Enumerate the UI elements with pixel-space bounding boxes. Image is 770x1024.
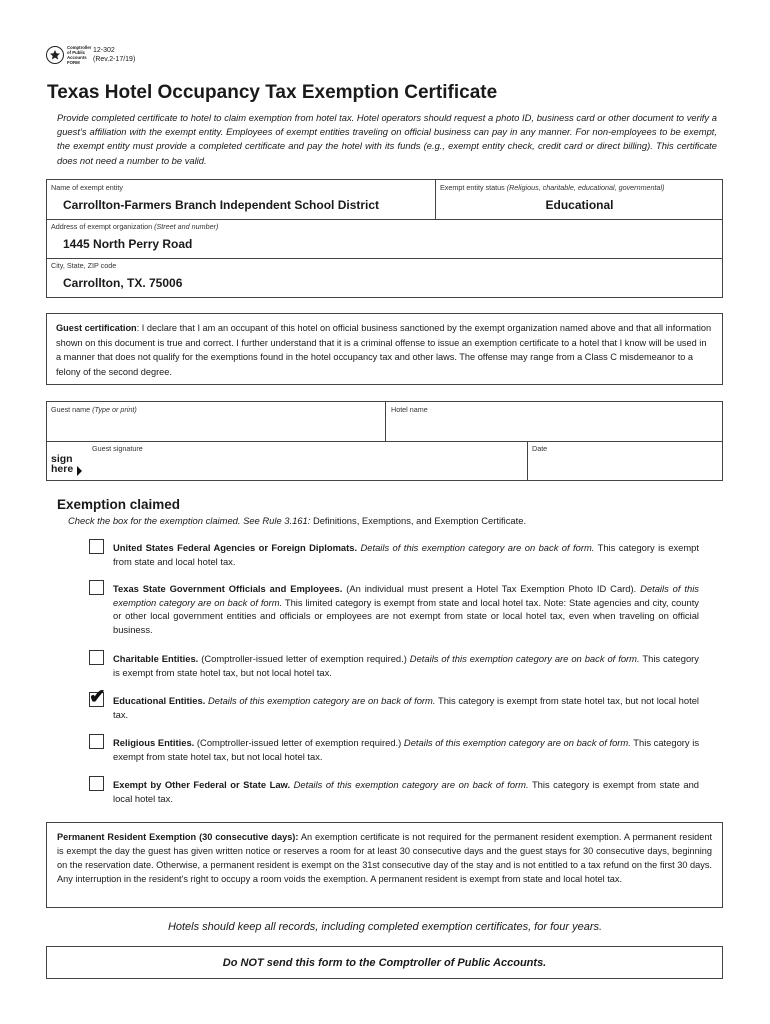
- form-meta: [93, 46, 135, 64]
- guest-certification: [46, 313, 723, 385]
- divider: [47, 441, 722, 442]
- exemption-requirement: (An individual must present a Hotel Tax Exemption Photo ID Card).: [342, 583, 637, 594]
- exemption-requirement: (Comptroller-issued letter of exemption required.): [194, 737, 402, 748]
- permanent-resident-text: An exemption certificate is not required for the permanent resident exemption. A permanent resident is exempt the day the guest has given written notice or reserves a room for at least 30 consecutive days and the guest stays for 30 consecutive days, beginning on the reservation date. Otherwise, a permanent resident is exempt on the 31st consecutive day of the stay and is not entitled to a tax refund on the first 30 days. Any interruption in the resident's right to occupy a room voids the exemption. A permanent resident is exempt from state and local hotel tax.: [57, 832, 712, 884]
- agency-line: Comptroller: [67, 45, 92, 50]
- entity-name-field[interactable]: Carrollton-Farmers Branch Independent School District: [63, 198, 380, 212]
- exemption-detail-italic: Details of this exemption category are on back of form.: [406, 653, 640, 664]
- exemption-description: [113, 694, 699, 721]
- federal-checkbox[interactable]: [89, 539, 104, 554]
- hotel-name-field[interactable]: [387, 416, 722, 440]
- agency-name: [67, 45, 92, 65]
- divider: [47, 219, 722, 220]
- sign-arrow-icon: [77, 466, 82, 476]
- address-label: [51, 222, 218, 231]
- entity-status-label: [440, 183, 665, 192]
- other-law-checkbox[interactable]: [89, 776, 104, 791]
- exemption-detail: This limited category is exempt from state and local hotel tax. Note: State agencies and city, county or other local government entities and officials or employees are not exempt from state or local hotel tax, even when traveling on official business.: [113, 596, 699, 635]
- exemption-description: [113, 778, 699, 805]
- guest-name-field[interactable]: [48, 416, 384, 440]
- address-label-text: Address of exempt organization: [51, 222, 153, 231]
- star-seal-icon: [46, 46, 64, 64]
- form-header: [46, 45, 135, 65]
- permanent-resident-lead: Permanent Resident Exemption (30 consecutive days):: [57, 832, 299, 842]
- exemption-requirement: (Comptroller-issued letter of exemption required.): [198, 653, 407, 664]
- divider: [527, 441, 528, 481]
- entity-name-label: Name of exempt entity: [51, 183, 123, 192]
- status-label-hint: (Religious, charitable, educational, governmental): [506, 183, 665, 192]
- city-state-zip-field[interactable]: Carrollton, TX. 75006: [63, 276, 183, 290]
- address-label-hint: (Street and number): [154, 222, 219, 231]
- exemption-detail: This category is exempt from state hotel tax, but not local hotel tax.: [113, 695, 699, 720]
- instructions-italic: Check the box for the exemption claimed. See Rule 3.161:: [68, 515, 313, 526]
- guest-name-label-hint: (Type or print): [92, 405, 137, 414]
- form-revision: (Rev.2-17/19): [93, 56, 136, 63]
- status-label-text: Exempt entity status: [440, 183, 505, 192]
- exemption-detail-italic: Details of this exemption category are on back of form.: [357, 542, 595, 553]
- hotel-name-label: Hotel name: [391, 405, 428, 414]
- guest-signature-label: Guest signature: [92, 444, 143, 453]
- exemption-detail-italic: Details of this exemption category are on back of form.: [113, 583, 699, 608]
- permanent-resident-notice: [46, 822, 723, 908]
- exemption-name: Religious Entities.: [113, 737, 195, 748]
- address-field[interactable]: 1445 North Perry Road: [63, 237, 193, 251]
- page-title: Texas Hotel Occupancy Tax Exemption Certificate: [47, 82, 498, 103]
- exemption-name: Exempt by Other Federal or State Law.: [113, 779, 291, 790]
- guest-name-label: [51, 405, 137, 414]
- guest-info-section: [46, 401, 723, 481]
- exemption-detail-italic: Details of this exemption category are on back of form.: [290, 779, 529, 790]
- date-label: Date: [532, 444, 548, 453]
- guest-signature-field[interactable]: [87, 454, 525, 480]
- guest-name-label-text: Guest name: [51, 405, 91, 414]
- agency-line: Accounts: [67, 55, 87, 60]
- instructions-plain: Definitions, Exemptions, and Exemption Certificate.: [312, 515, 527, 526]
- sign-here-marker: [51, 454, 73, 474]
- intro-instructions: Provide completed certificate to hotel to claim exemption from hotel tax. Hotel operators should request a photo ID, business card or other document to verify a guest’s affiliation with the exempt entity. Employees of exempt entities traveling on official business can pay in any manner. For non-employees to be exempt, the exempt entity must provide a completed certificate and pay the hotel with its funds (e.g., exempt entity check, credit card or direct billing). This certificate does not need a number to be valid.: [57, 112, 717, 166]
- exemption-detail: This category is exempt from state hotel tax, but not local hotel tax.: [113, 737, 700, 762]
- exemption-detail: This category is exempt from state and local hotel tax.: [113, 779, 699, 804]
- religious-checkbox[interactable]: [89, 734, 104, 749]
- records-retention-note: Hotels should keep all records, including completed exemption certificates, for four years.: [167, 921, 603, 933]
- sign-here-line: sign: [51, 453, 73, 465]
- educational-checkbox[interactable]: [89, 686, 106, 708]
- sign-here-line: here: [51, 463, 74, 475]
- exemption-description: [113, 541, 699, 568]
- charitable-checkbox[interactable]: [89, 650, 104, 665]
- exemption-name: Texas State Government Officials and Employees.: [113, 583, 343, 594]
- exemption-description: [113, 652, 699, 679]
- form-number: 12-302: [93, 47, 115, 54]
- exemption-name: Educational Entities.: [113, 695, 206, 706]
- guest-certification-lead: Guest certification: [56, 323, 137, 333]
- date-field[interactable]: [529, 454, 722, 480]
- agency-line: of Public: [67, 50, 86, 55]
- exemption-detail-italic: Details of this exemption category are on back of form.: [205, 695, 436, 706]
- exemption-section-title: Exemption claimed: [57, 497, 181, 512]
- agency-line: FORM: [67, 60, 80, 65]
- exemption-description: [113, 582, 699, 636]
- do-not-send-notice: Do NOT send this form to the Comptroller of Public Accounts.: [46, 946, 723, 979]
- city-state-zip-label: City, State, ZIP code: [51, 261, 117, 270]
- divider: [385, 402, 386, 441]
- exemption-section-instructions: [68, 515, 526, 526]
- check-mark-icon: ✔: [89, 686, 106, 708]
- entity-status-field[interactable]: Educational: [545, 198, 614, 212]
- exempt-entity-section: [46, 179, 723, 298]
- exemption-name: Charitable Entities.: [113, 653, 199, 664]
- divider: [47, 258, 722, 259]
- exemption-detail: This category is exempt from state and local hotel tax.: [113, 542, 700, 567]
- exemption-detail: This category is exempt from state hotel tax, but not local hotel tax.: [113, 653, 699, 678]
- guest-certification-text: : I declare that I am an occupant of this hotel on official business sanctioned by the exempt organization named above and that all information shown on this document is true and correct. I further understand that it is a criminal offense to issue an exemption certificate to a hotel that I know will be used in a manner that does not qualify for the exemptions found in the hotel occupancy tax and other laws. The offense may range from a Class C misdemeanor to a felony of the second degree.: [56, 323, 712, 377]
- exemption-detail-italic: Details of this exemption category are on back of form.: [401, 737, 631, 748]
- texas-state-checkbox[interactable]: [89, 580, 104, 595]
- exemption-name: United States Federal Agencies or Foreign Diplomats.: [113, 542, 358, 553]
- exemption-description: [113, 736, 699, 763]
